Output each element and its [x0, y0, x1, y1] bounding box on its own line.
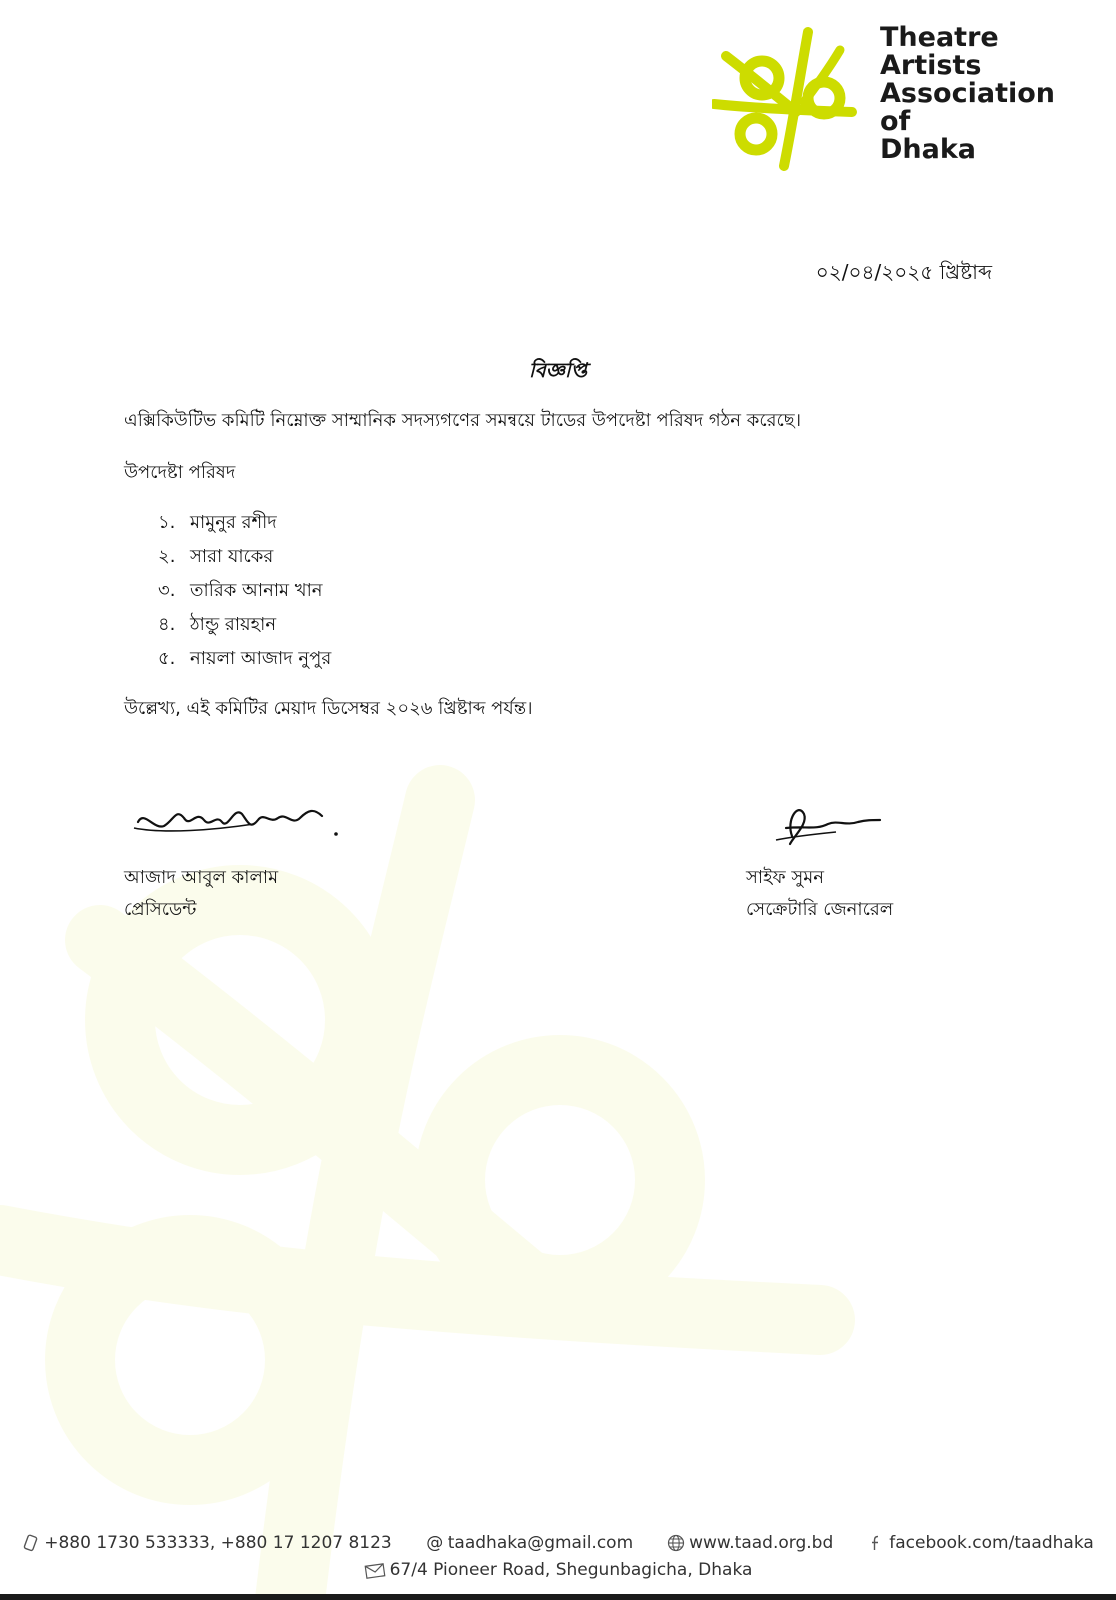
logo-line: Theatre [880, 22, 999, 53]
footer-address-text: 67/4 Pioneer Road, Shegunbagicha, Dhaka [389, 1560, 753, 1580]
org-logo [712, 22, 1092, 172]
list-item [158, 540, 331, 574]
council-heading: উপদেষ্টা পরিষদ [124, 462, 236, 483]
member-name: নায়লা আজাদ নুপুর [190, 647, 332, 669]
signatory-title: প্রেসিডেন্ট [124, 899, 197, 920]
list-item [158, 506, 331, 540]
facebook-icon [867, 1534, 885, 1552]
signature-secretary [746, 800, 976, 854]
footer-phone [22, 1533, 392, 1553]
signature-president [124, 800, 354, 854]
logo-line: Dhaka [880, 134, 977, 165]
list-item [158, 608, 331, 642]
signatory-name: সাইফ সুমন [746, 867, 824, 888]
footer-website[interactable] [667, 1533, 833, 1553]
list-item [158, 574, 331, 608]
mail-icon [364, 1561, 386, 1579]
footer-email[interactable] [426, 1533, 633, 1553]
list-item [158, 642, 331, 676]
footer-phone-text: +880 1730 533333, +880 17 1207 8123 [44, 1533, 392, 1553]
notice-title: বিজ্ঞপ্তি [528, 358, 588, 382]
member-name: ঠান্ডু রায়হান [190, 613, 277, 635]
member-number: ৫. [158, 647, 176, 669]
member-name: তারিক আনাম খান [190, 579, 323, 601]
notice-intro: এক্সিকিউটিভ কমিটি নিম্নোক্ত সাম্মানিক সদস্যগণের সমন্বয়ে টাডের উপদেষ্টা পরিষদ গঠন করেছে। [124, 410, 802, 431]
footer [0, 1530, 1116, 1584]
member-number: ৪. [158, 613, 176, 635]
footer-address [364, 1556, 753, 1584]
bottom-bar [0, 1594, 1116, 1600]
signatory-secretary [746, 800, 1006, 926]
member-number: ২. [158, 545, 176, 567]
signatory-president [124, 800, 384, 926]
member-name: মামুনুর রশীদ [190, 511, 277, 533]
logo-mark-icon [712, 26, 862, 172]
signatory-title: সেক্রেটারি জেনারেল [746, 899, 894, 920]
member-number: ১. [158, 511, 176, 533]
footer-email-text[interactable]: taadhaka@gmail.com [447, 1533, 634, 1553]
logo-line: Artists [880, 50, 982, 81]
phone-icon [22, 1534, 40, 1552]
logo-line: Association [880, 78, 1055, 109]
at-icon: @ [426, 1533, 444, 1553]
footer-facebook[interactable] [867, 1533, 1094, 1553]
signatory-name: আজাদ আবুল কালাম [124, 867, 279, 888]
member-number: ৩. [158, 579, 176, 601]
document-date: ০২/০৪/২০২৫ খ্রিষ্টাব্দ [815, 260, 992, 284]
logo-line: of [880, 106, 911, 137]
footer-website-text[interactable]: www.taad.org.bd [689, 1533, 834, 1553]
globe-icon [667, 1534, 685, 1552]
member-list [158, 506, 331, 676]
footer-facebook-text[interactable]: facebook.com/taadhaka [889, 1533, 1094, 1553]
member-name: সারা যাকের [190, 545, 274, 567]
logo-wordmark [880, 24, 1055, 164]
notice-note: উল্লেখ্য, এই কমিটির মেয়াদ ডিসেম্বর ২০২৬ খ্রিষ্টাব্দ পর্যন্ত। [124, 698, 533, 719]
